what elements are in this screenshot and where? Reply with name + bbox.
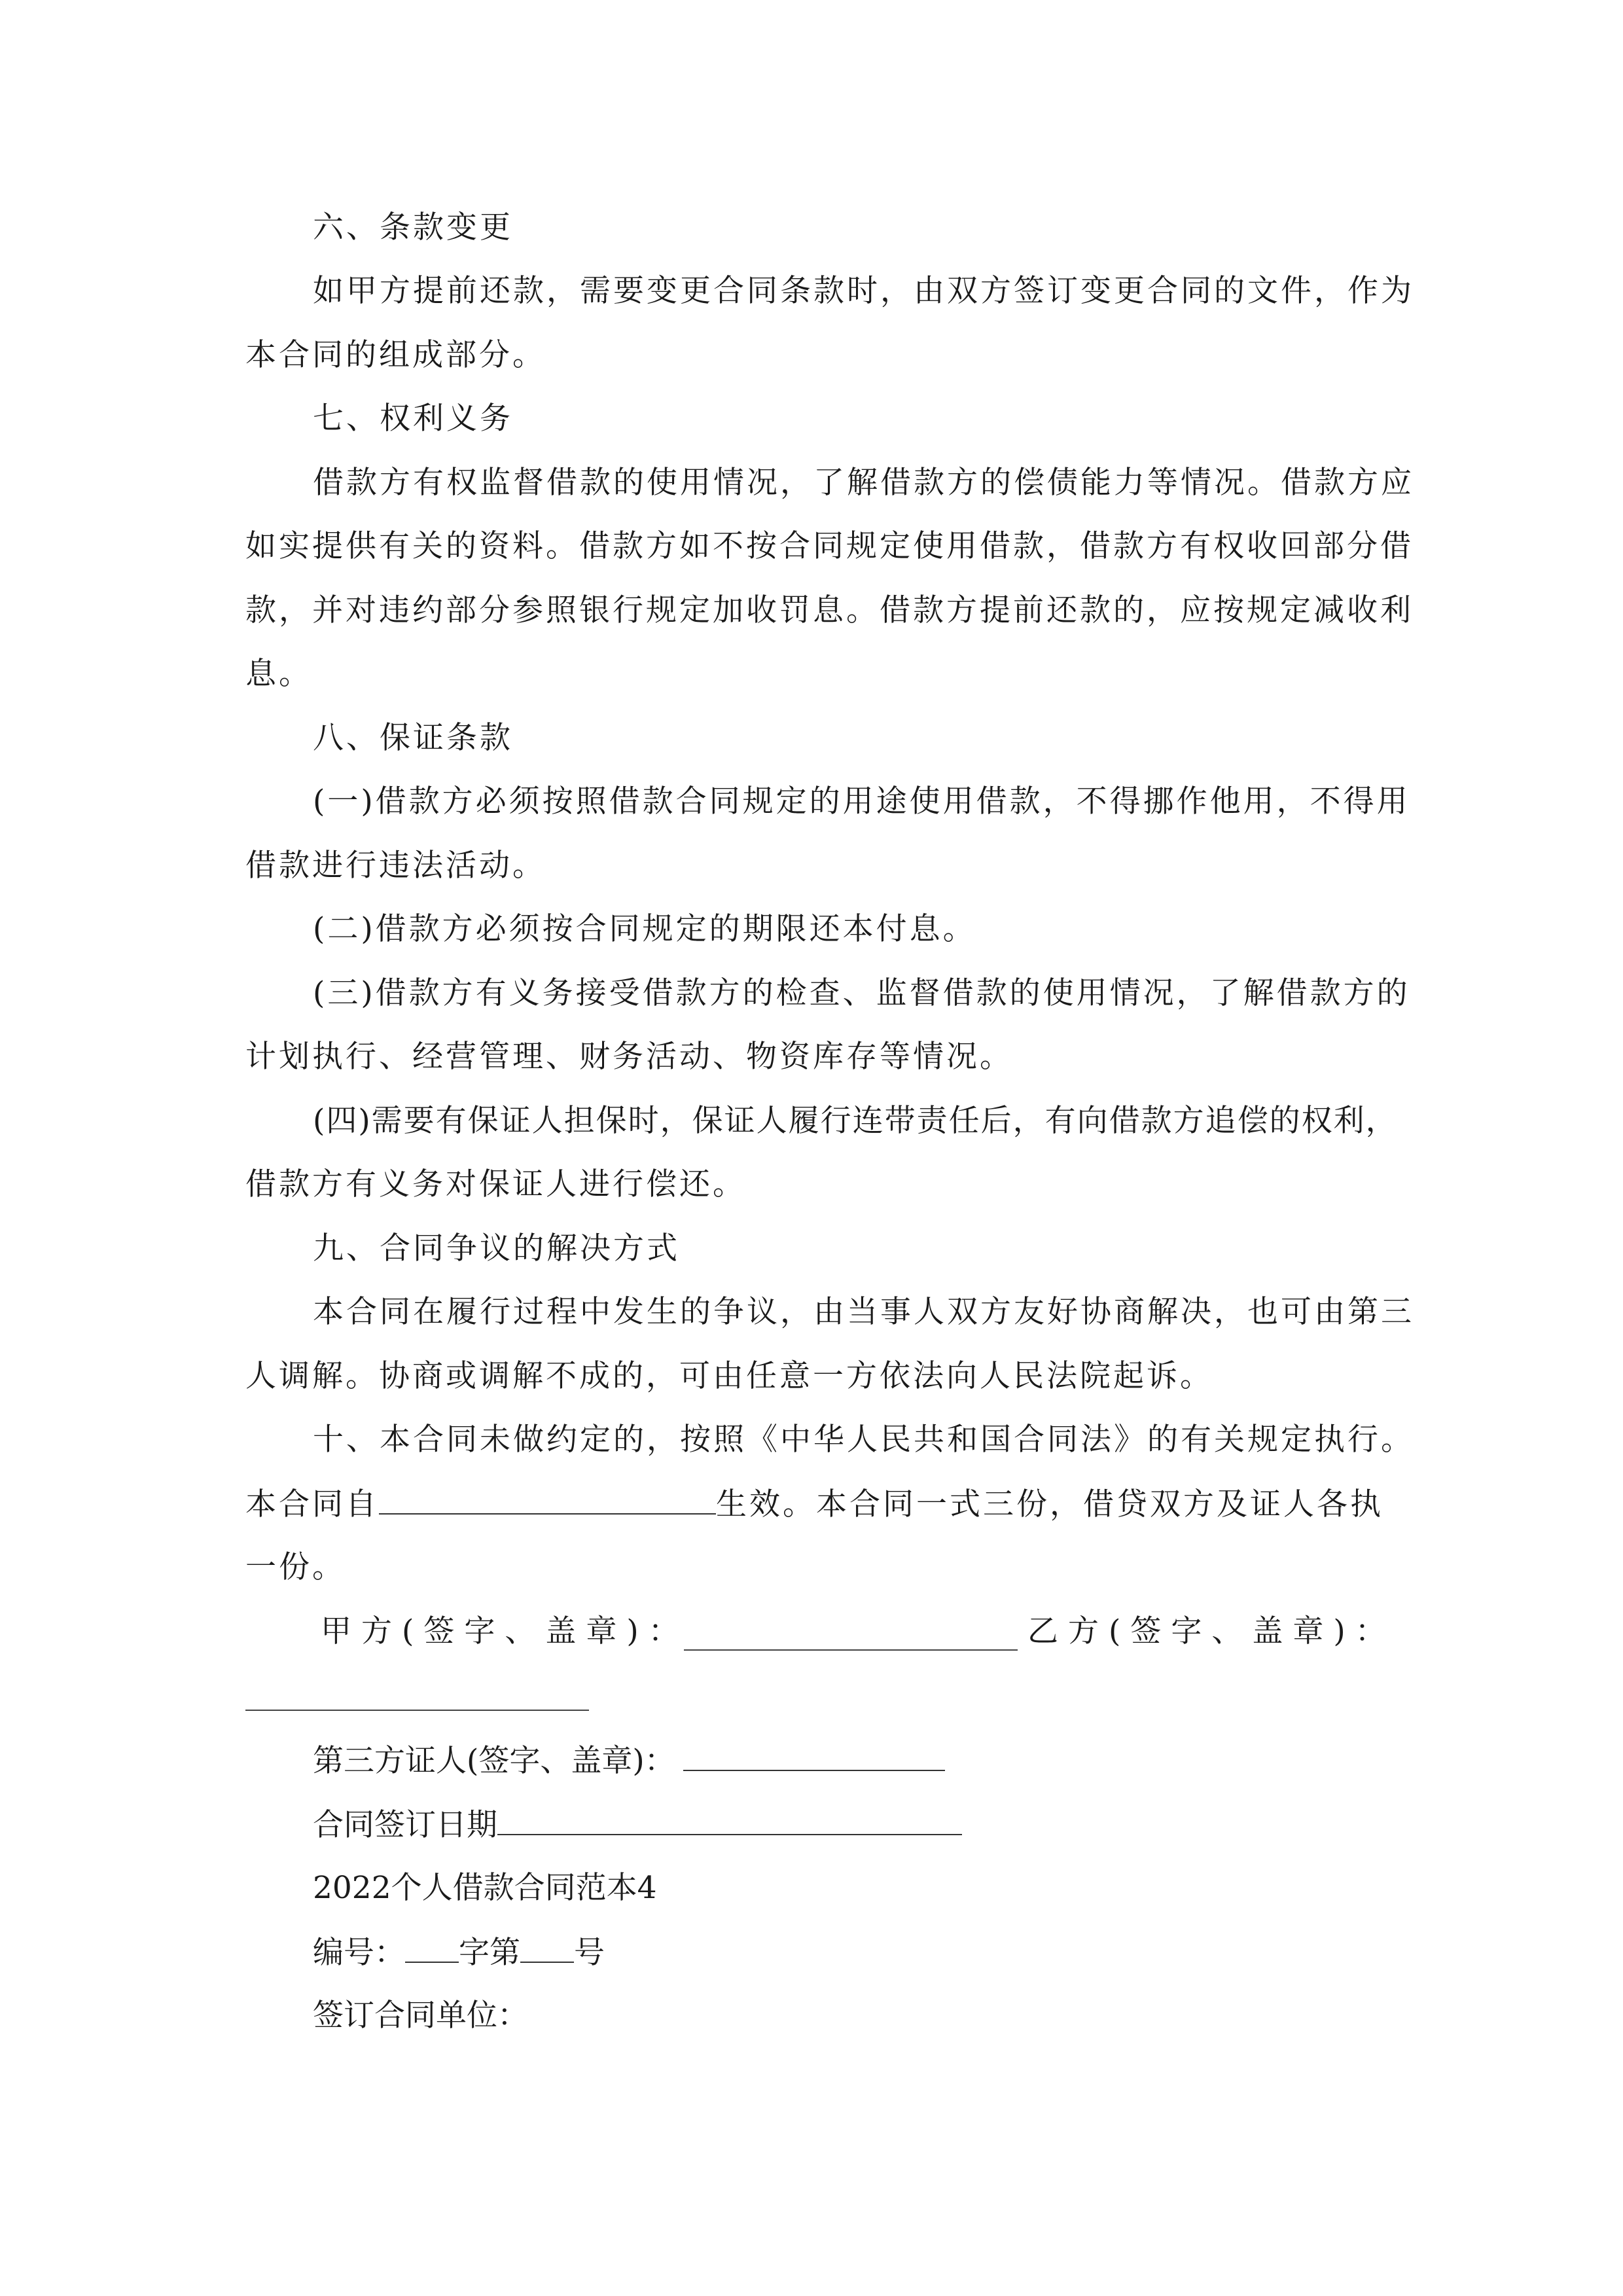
paragraph-line: 人调解。协商或调解不成的，可由任意一方依法向人民法院起诉。 — [245, 1358, 1213, 1394]
paragraph-line: 一份。 — [245, 1549, 346, 1585]
paragraph-line: (一)借款方必须按照借款合同规定的用途使用借款，不得挪作他用，不得用 — [313, 783, 1410, 819]
paragraph-line: 本合同的组成部分。 — [245, 337, 546, 373]
witness-signature-blank — [683, 1741, 945, 1771]
contract-date-line — [313, 1805, 962, 1844]
contract-number-middle: 字第 — [459, 1935, 520, 1971]
party-a-signature-blank — [684, 1649, 1018, 1651]
paragraph-line: (四)需要有保证人担保时，保证人履行连带责任后，有向借款方追偿的权利， — [313, 1103, 1398, 1139]
contract-unit-label: 签订合同单位： — [313, 1998, 528, 2034]
next-contract-title: 2022个人借款合同范本4 — [313, 1870, 657, 1906]
contract-date-label: 合同签订日期 — [313, 1807, 497, 1843]
effective-date-line — [245, 1484, 1383, 1524]
paragraph-line: 计划执行、经营管理、财务活动、物资库存等情况。 — [245, 1039, 1013, 1075]
section-heading-6: 六、条款变更 — [313, 209, 513, 245]
paragraph-line: 如甲方提前还款，需要变更合同条款时，由双方签订变更合同的文件，作为 — [313, 273, 1414, 309]
effective-date-blank — [379, 1484, 716, 1515]
witness-signature-label: 第三方证人(签字、盖章)： — [313, 1743, 675, 1779]
section-heading-8: 八、保证条款 — [313, 720, 513, 756]
party-a-signature-label: 甲方(签字、盖章)： — [321, 1613, 689, 1649]
section-heading-9: 九、合同争议的解决方式 — [313, 1230, 680, 1266]
paragraph-line: 款，并对违约部分参照银行规定加收罚息。借款方提前还款的，应按规定减收利 — [245, 592, 1414, 628]
witness-signature-line — [313, 1741, 945, 1780]
effective-date-suffix: 生效。本合同一式三份，借贷双方及证人各执 — [716, 1486, 1383, 1522]
section-heading-10: 十、本合同未做约定的，按照《中华人民共和国合同法》的有关规定执行。 — [313, 1422, 1414, 1458]
contract-number-blank-2 — [520, 1933, 574, 1963]
section-heading-7: 七、权利义务 — [313, 401, 513, 437]
paragraph-line: (三)借款方有义务接受借款方的检查、监督借款的使用情况，了解借款方的 — [313, 975, 1410, 1011]
contract-number-line — [313, 1933, 605, 1972]
contract-date-blank — [497, 1805, 962, 1835]
contract-number-prefix: 编号： — [313, 1935, 405, 1971]
paragraph-line: 借款进行违法活动。 — [245, 848, 546, 884]
contract-number-blank-1 — [405, 1933, 459, 1963]
paragraph-line: (二)借款方必须按合同规定的期限还本付息。 — [313, 911, 976, 947]
paragraph-line: 借款方有义务对保证人进行偿还。 — [245, 1166, 746, 1202]
paragraph-line: 本合同在履行过程中发生的争议，由当事人双方友好协商解决，也可由第三 — [313, 1294, 1414, 1330]
party-b-signature-blank — [245, 1710, 589, 1711]
paragraph-line: 借款方有权监督借款的使用情况，了解借款方的偿债能力等情况。借款方应 — [313, 465, 1414, 501]
contract-number-suffix: 号 — [574, 1935, 605, 1971]
effective-date-prefix: 本合同自 — [245, 1486, 379, 1522]
party-b-signature-label: 乙方(签字、盖章)： — [1027, 1613, 1396, 1649]
paragraph-line: 息。 — [245, 656, 312, 692]
paragraph-line: 如实提供有关的资料。借款方如不按合同规定使用借款，借款方有权收回部分借 — [245, 528, 1414, 564]
